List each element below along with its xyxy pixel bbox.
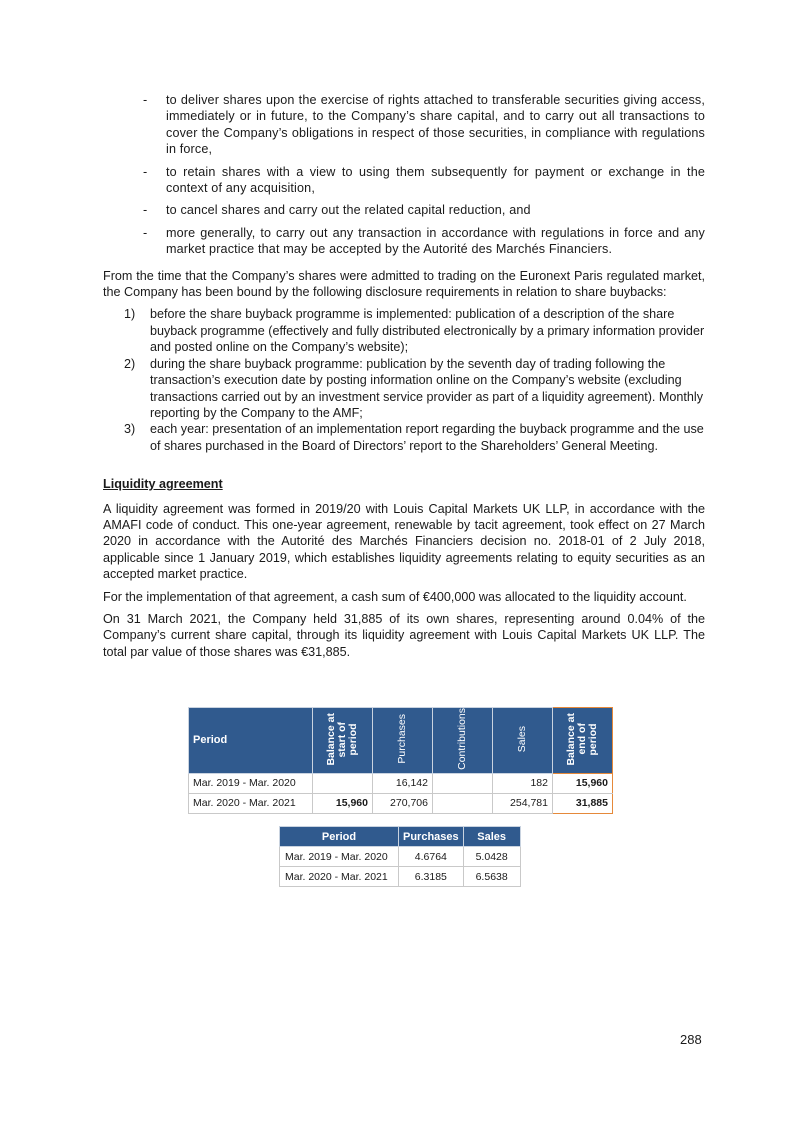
requirement-number: 1): [124, 307, 136, 322]
cell-period: Mar. 2020 - Mar. 2021: [189, 793, 313, 813]
requirement-item: [103, 421, 705, 454]
cell-purchases: 4.6764: [399, 847, 464, 867]
cell-sales: 6.5638: [463, 867, 520, 887]
header-purchases: [373, 708, 433, 774]
average-price-table: [279, 826, 521, 887]
bullet-item: - to deliver shares upon the exercise of rights attached to transferable securities giving access, immediately or in future, to the Company’s share capital, and to carry out all transactions to cover the Company’s obligations in respect of those securities, in compliance with regulations in force,: [103, 92, 705, 158]
table-header-row: [280, 827, 521, 847]
header-sales: Sales: [463, 827, 520, 847]
requirement-text: during the share buyback programme: publication by the seventh day of trading following the transaction’s execution date by posting information online on the Company’s website (excluding transactions carried out by an investment service provider as part of a liquidity agreement). Monthly reporting by the Company to the AMF;: [150, 356, 703, 420]
disclosure-requirements-list: [103, 306, 705, 454]
header-period: Period: [189, 708, 313, 774]
requirement-text: each year: presentation of an implementation report regarding the buyback programme and the use of shares purchased in the Board of Directors’ report to the Shareholders’ General Meeting.: [150, 422, 704, 453]
header-contributions-label: Contributions: [456, 708, 468, 770]
purpose-bullet-list: [103, 92, 705, 258]
header-balance-end: [553, 708, 613, 774]
table-header-row: [189, 708, 613, 774]
liquidity-paragraph: A liquidity agreement was formed in 2019/20 with Louis Capital Markets UK LLP, in accordance with the AMAFI code of conduct. This one-year agreement, renewable by tacit agreement, took effect on 27 March 2020 in accordance with the Autorité des Marchés Financiers decision no. 2018-01 of 2 July 2018, applicable since 1 January 2019, which establishes liquidity agreements relating to equity securities as an accepted market practice.: [103, 501, 705, 582]
cell-sales: 5.0428: [463, 847, 520, 867]
cell-period: Mar. 2019 - Mar. 2020: [280, 847, 399, 867]
cell-sales: 182: [493, 773, 553, 793]
bullet-item: - more generally, to carry out any transaction in accordance with regulations in force and any market practice that may be accepted by the Autorité des Marchés Financiers.: [103, 225, 705, 258]
cell-balance-end: 15,960: [553, 773, 613, 793]
liquidity-paragraph: On 31 March 2021, the Company held 31,885 of its own shares, representing around 0.04% of the Company’s current share capital, through its liquidity agreement with Louis Capital Markets UK LLP. The total par value of those shares was €31,885.: [103, 611, 705, 659]
cell-sales: 254,781: [493, 793, 553, 813]
table-row: [280, 847, 521, 867]
table-row: [280, 867, 521, 887]
header-purchases-label: Purchases: [396, 714, 408, 764]
header-contributions: [433, 708, 493, 774]
requirement-text: before the share buyback programme is implemented: publication of a description of the share buyback programme (effectively and fully distributed electronically by a primary information provider and posted online on the Company’s website);: [150, 307, 705, 355]
requirement-number: 2): [124, 356, 136, 371]
page-number: 288: [680, 1032, 702, 1047]
cell-balance-start: [313, 773, 373, 793]
cell-period: Mar. 2020 - Mar. 2021: [280, 867, 399, 887]
header-sales: [493, 708, 553, 774]
cell-balance-start: 15,960: [313, 793, 373, 813]
cell-balance-end: 31,885: [553, 793, 613, 813]
header-balance-end-label: Balance at end of period: [565, 712, 599, 766]
share-movements-table: [188, 707, 613, 814]
cell-purchases: 270,706: [373, 793, 433, 813]
intro-paragraph: From the time that the Company’s shares were admitted to trading on the Euronext Paris regulated market, the Company has been bound by the following disclosure requirements in relation to share buybacks:: [103, 268, 705, 300]
cell-contributions: [433, 793, 493, 813]
table-row: [189, 793, 613, 813]
requirement-item: [103, 306, 705, 355]
liquidity-paragraph: For the implementation of that agreement, a cash sum of €400,000 was allocated to the liquidity account.: [103, 589, 687, 604]
header-purchases: Purchases: [399, 827, 464, 847]
cell-contributions: [433, 773, 493, 793]
requirement-number: 3): [124, 422, 136, 437]
cell-purchases: 16,142: [373, 773, 433, 793]
document-body: [103, 92, 705, 666]
header-balance-start-label: Balance at start of period: [325, 712, 359, 766]
cell-period: Mar. 2019 - Mar. 2020: [189, 773, 313, 793]
cell-purchases: 6.3185: [399, 867, 464, 887]
liquidity-agreement-heading: Liquidity agreement: [103, 477, 223, 492]
table-row: [189, 773, 613, 793]
bullet-item: - to cancel shares and carry out the related capital reduction, and: [103, 202, 705, 218]
header-period: Period: [280, 827, 399, 847]
requirement-item: [103, 356, 705, 422]
header-balance-start: [313, 708, 373, 774]
bullet-item: - to retain shares with a view to using them subsequently for payment or exchange in the context of any acquisition,: [103, 164, 705, 197]
header-sales-label: Sales: [516, 725, 528, 753]
